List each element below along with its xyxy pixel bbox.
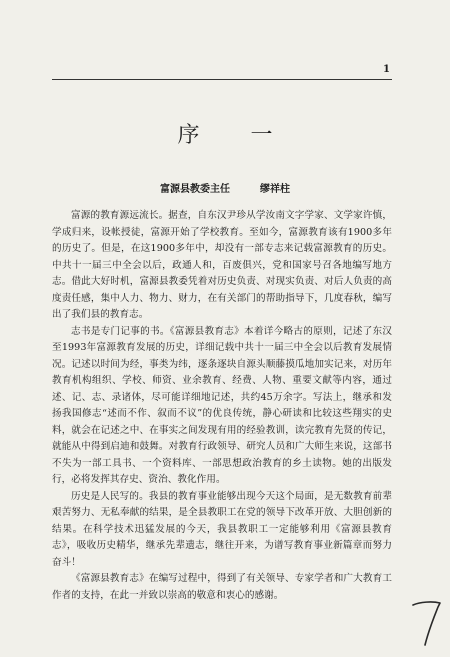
header-rule bbox=[52, 79, 392, 80]
paragraph-4: 《富源县教育志》在编写过程中，得到了有关领导、专家学者和广大教育工作者的支持，在此一并致以崇高的敬意和衷心的感谢。 bbox=[52, 573, 392, 601]
author-line bbox=[0, 180, 450, 195]
paragraph-1: 富源的教育源远流长。据查，自东汉尹珍从学汝南文字学家、文学家许慎，学成归来，设帐授徒，富源开始了学校教育。至如今，富源教育该有1900多年的历史了。但是，在这1900多年中，却没有一部专志来记载富源教育的历史。中共十一届三中全会以后，政通人和，百废俱兴，党和国家号召各地编写地方志。借此大好时机，富源县教委凭着对历史负责、对现实负责、对后人负责的高度责任感，集中人力、物力、财力，在有关部门的帮助指导下，几度春秋，编写出了我们县的教育志。 bbox=[52, 210, 392, 320]
handwritten-page-mark bbox=[408, 597, 444, 649]
paragraph-2: 志书是专门记事的书。《富源县教育志》本着详今略古的原则，记述了东汉至1993年富源教育发展的历史，详细记载中共十一届三中全会以后教育发展情况。记述以时间为经，事类为纬，逐条逐块自源头顺藤摸瓜地加实记来，对历年教育机构组织、学校、师资、业余教育、经费、人物、重要文献等内容，通过述、记、志、录诸体，尽可能详细地记述，共约45万余字。写法上，继承和发扬我国修志“述而不作、叙而不议”的优良传统，静心研读和比较这些翔实的史料，就会在记述之中、在事实之间发现有用的经验教训，读完教育先贤的传记，就能从中得到启迪和鼓舞。对教育行政领导、研究人员和广大师生来说，这部书不失为一部工具书、一个资料库、一部思想政治教育的乡土读物。她的出版发行，必将发挥其存史、资治、教化作用。 bbox=[52, 325, 392, 485]
preface-body bbox=[52, 208, 392, 604]
page-number: 1 bbox=[383, 64, 390, 75]
author-role: 富源县教委主任 bbox=[160, 184, 230, 195]
page-title: 序 一 bbox=[177, 123, 295, 148]
author-name: 缪祥柱 bbox=[260, 184, 290, 195]
paragraph-3: 历史是人民写的。我县的教育事业能够出现今天这个局面，是无数教育前辈艰苦努力、无私奉献的结果，是全县教职工在党的领导下改革开放、大胆创新的结果。在科学技术迅猛发展的今天，我县教职工一定能够利用《富源县教育志》，吸收历史精华，继承先辈遗志，继往开来，为谱写教育事业新篇章而努力奋斗！ bbox=[52, 490, 392, 568]
